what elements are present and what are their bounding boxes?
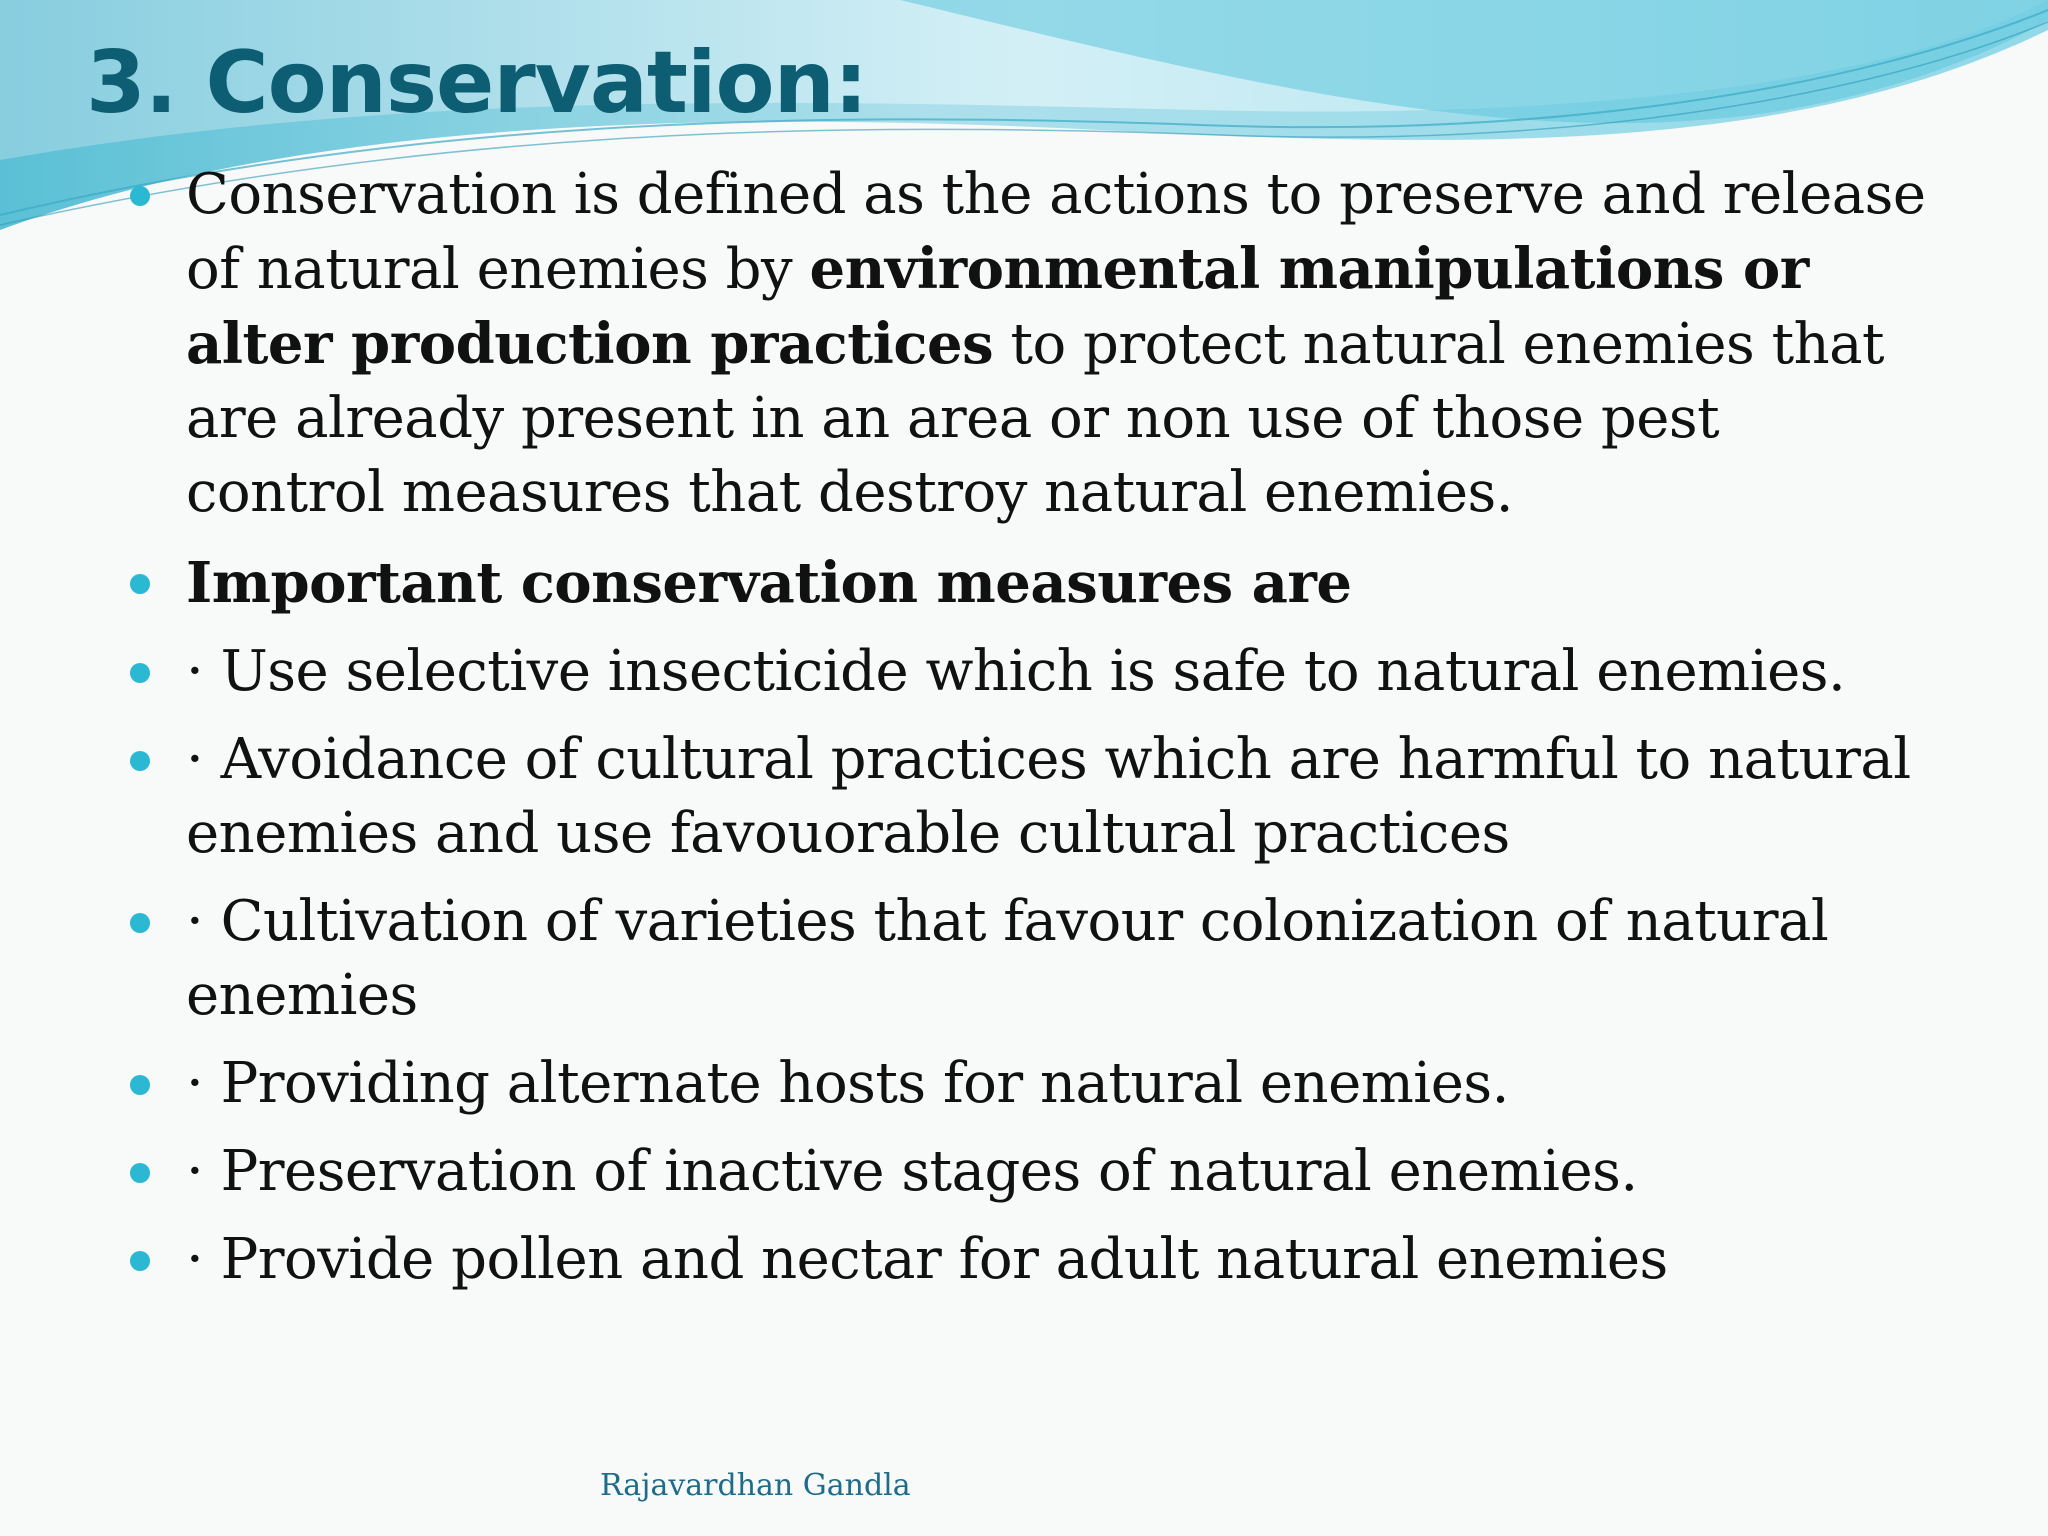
bullet-pollen-nectar	[130, 1223, 1930, 1297]
bullet-text: · Preservation of inactive stages of natural enemies.	[186, 1139, 1638, 1204]
bullet-text: · Avoidance of cultural practices which are harmful to natural enemies and use favouorable cultural practices	[186, 727, 1911, 866]
bullet-selective-insecticide	[130, 635, 1930, 709]
bullet-inactive-stages	[130, 1135, 1930, 1209]
bullet-text: · Provide pollen and nectar for adult natural enemies	[186, 1227, 1668, 1292]
bullet-dot-icon	[130, 751, 150, 771]
bullet-dot-icon	[130, 186, 150, 206]
bullet-dot-icon	[130, 913, 150, 933]
bullet-list	[130, 158, 1930, 1311]
bullet-dot-icon	[130, 663, 150, 683]
bullet-definition	[130, 158, 1930, 530]
bullet-text: · Cultivation of varieties that favour colonization of natural enemies	[186, 889, 1829, 1028]
bullet-text: · Use selective insecticide which is safe to natural enemies.	[186, 639, 1846, 704]
definition-bold-text: environmental manipulations or alter production practices	[186, 236, 1809, 377]
bullet-dot-icon	[130, 574, 150, 594]
bullet-alternate-hosts	[130, 1047, 1930, 1121]
bullet-dot-icon	[130, 1075, 150, 1095]
definition-text-2: to protect natural enemies that are already present in an area or non use of those pest control measures that destroy natural enemies.	[186, 312, 1885, 525]
footer-author: Rajavardhan Gandla	[600, 1468, 911, 1503]
bullet-varieties	[130, 885, 1930, 1033]
bullet-cultural-practices	[130, 723, 1930, 871]
bullet-dot-icon	[130, 1251, 150, 1271]
slide-title: 3. Conservation:	[86, 33, 868, 133]
bullet-text: · Providing alternate hosts for natural enemies.	[186, 1051, 1509, 1116]
bullet-dot-icon	[130, 1163, 150, 1183]
measures-heading-text: Important conservation measures are	[186, 550, 1352, 616]
definition-text-1: Conservation is defined as the actions to preserve and release of natural enemies by	[186, 162, 1926, 302]
bullet-measures-heading	[130, 546, 1930, 621]
